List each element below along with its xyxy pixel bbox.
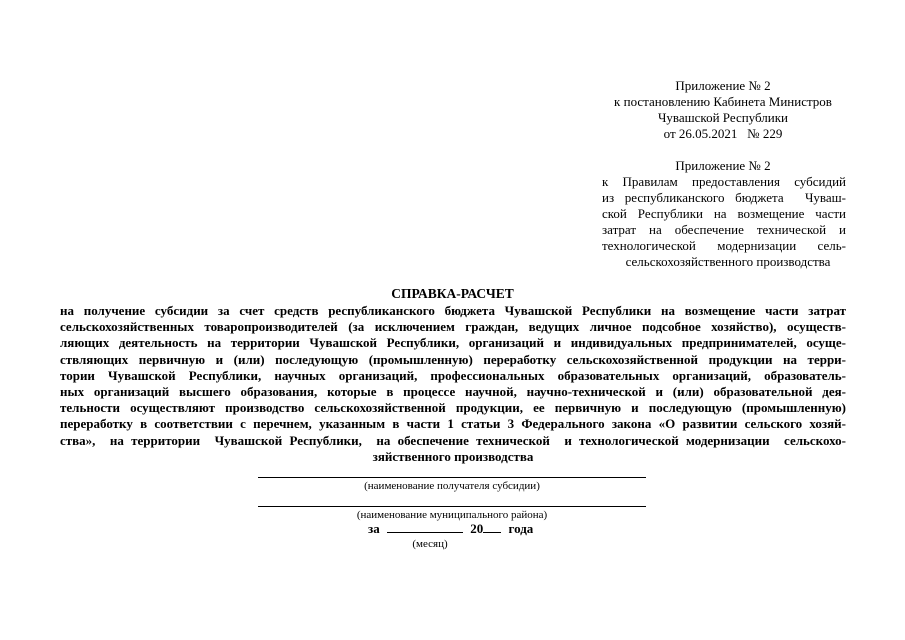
appendix-rules-line: к Правилам предоставления субсидий (602, 174, 846, 189)
document-subject-line: на получение субсидии за счет средств республиканского бюджета Чувашской Республики на возмещение части затрат (60, 303, 846, 318)
appendix-rules-line: технологической модернизации сель- (602, 238, 846, 253)
document-subject-line: ляющих деятельность на территории Чувашской Республики, организаций и индивидуальных предпринимателей, осуще- (60, 335, 846, 351)
appendix-rules-line: затрат на обеспечение технической и (602, 222, 846, 237)
document-subject-line: ных организаций высшего образования, которые в процессе научной, научно-технической и (или) образовательной дея- (60, 384, 846, 400)
document-subject-line: тории Чувашской Республики, научных организаций, профессиональных образовательных организаций, образователь- (60, 367, 846, 383)
document-subject-line: ствляющих первичную и (или) последующую (промышленную) переработку сельскохозяйственной продукции на терри- (60, 351, 846, 367)
document-subject-line: тельности осуществляют производство сельскохозяйственной продукции, ее первичную и последующую (промышленную) (60, 400, 846, 416)
reporting-period (368, 520, 538, 537)
appendix-resolution-line1: Приложение № 2 (675, 78, 771, 93)
appendix-resolution-line4: от 26.05.2021 № 229 (663, 126, 783, 141)
document-subject-line: переработку в соответствии с перечнем, указанным в части 1 статьи 3 Федерального закона «О развитии сельского хозяй- (60, 416, 846, 432)
recipient-name-caption: (наименование получателя субсидии) (364, 480, 540, 492)
document-subject-line: сельскохозяйственных товаропроизводителей (за исключением граждан, ведущих личное подсобное хозяйство), осуществ- (60, 319, 846, 335)
document-subject-line: зяйственного производства (372, 448, 534, 464)
period-suffix: года (508, 521, 534, 536)
district-name-caption: (наименование муниципального района) (356, 509, 548, 521)
district-name-line (258, 506, 646, 507)
recipient-name-line (258, 477, 646, 478)
month-caption: (месяц) (412, 538, 448, 550)
appendix-rules-line: из республиканского бюджета Чуваш- (602, 190, 846, 205)
document-subject-line: ства», на территории Чувашской Республики, на обеспечение технической и технологической модернизации сельскохо- (60, 432, 846, 448)
appendix-rules-line: ской Республики на возмещение части (602, 206, 846, 221)
period-prefix: за (368, 521, 380, 536)
appendix-resolution-line3: Чувашской Республики (657, 110, 789, 125)
appendix-rules-block (602, 174, 846, 270)
period-year: 20 (470, 521, 484, 536)
appendix-rules-line: сельскохозяйственного производства (625, 254, 831, 269)
appendix-resolution-block (598, 78, 848, 142)
appendix-resolution-line2: к постановлению Кабинета Министров (614, 94, 832, 109)
document-subject (60, 303, 846, 465)
year-blank (483, 520, 501, 533)
document-title: СПРАВКА-РАСЧЕТ (391, 286, 514, 301)
month-blank (387, 520, 463, 533)
appendix-rules-title: Приложение № 2 (675, 158, 771, 173)
